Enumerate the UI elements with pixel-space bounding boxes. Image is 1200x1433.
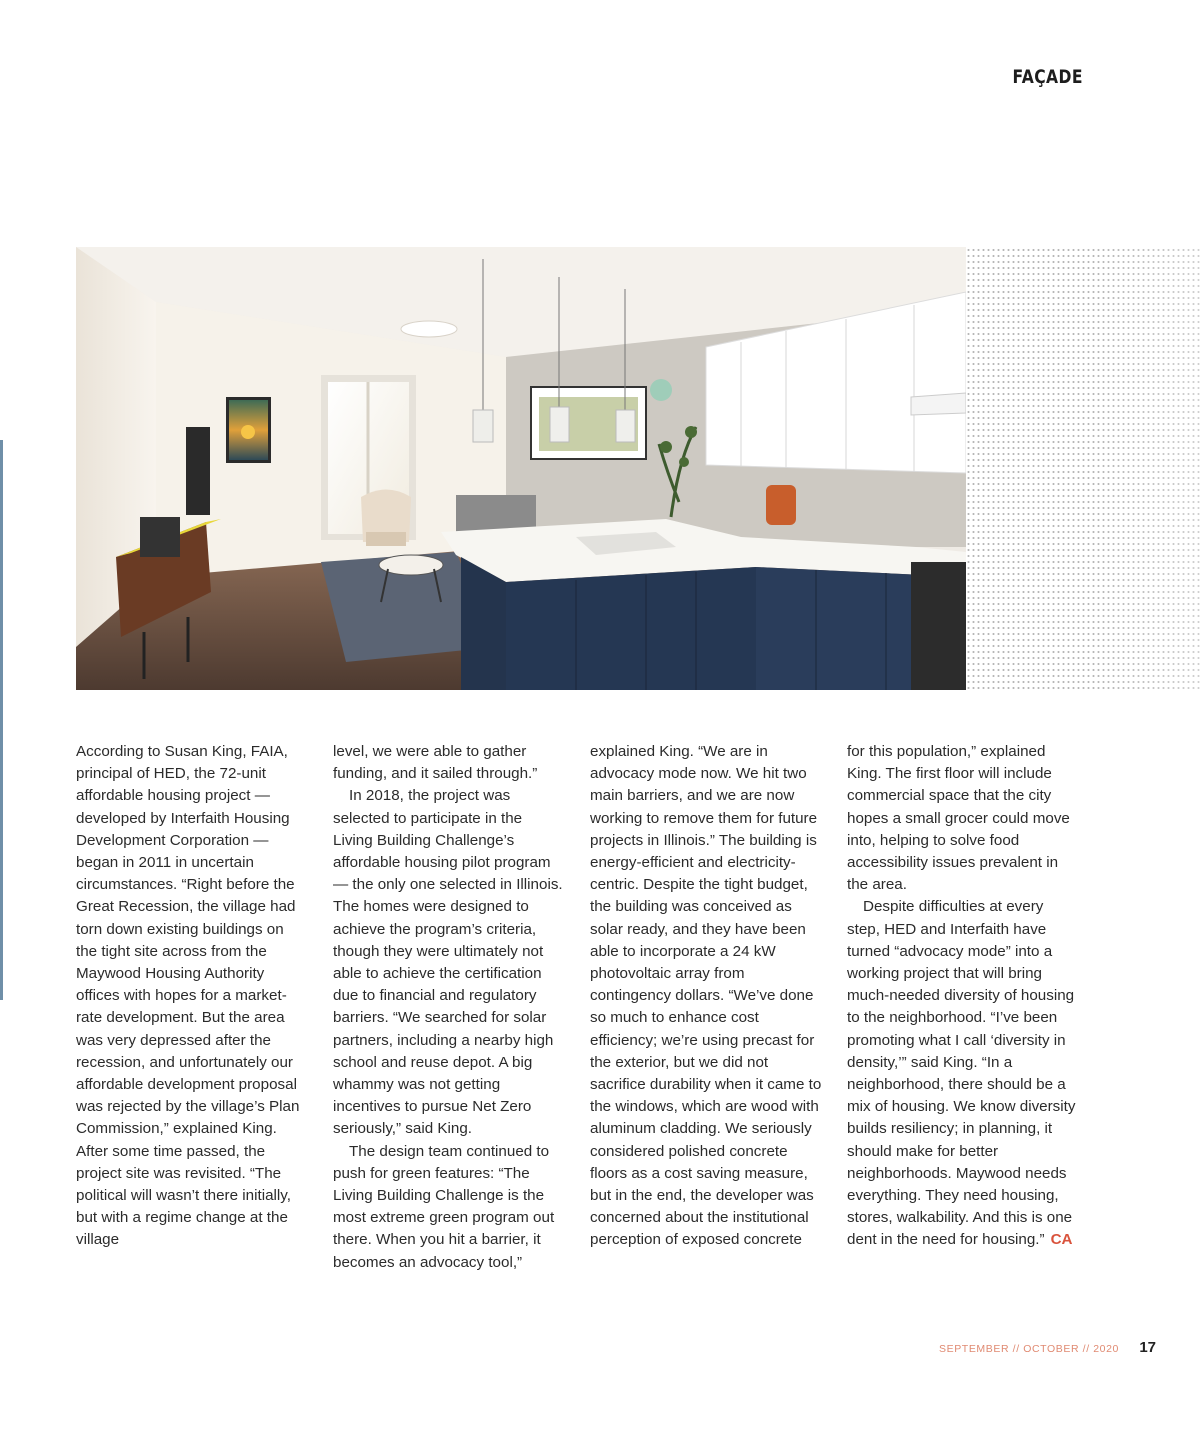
article-body [76, 741, 1086, 1274]
dot-pattern-panel [966, 247, 1200, 690]
paragraph-text: Despite difficulties at every step, HED and Interfaith have turned “advocacy mode” into a working project that will bring much-needed diversity of housing to the neighborhood. “I’ve been promoting what I call ‘diversity in density,’” said King. “In a neighborhood, there should be a mix of housing. We know diversity builds resiliency; in planning, it should make for better neighborhoods. Maywood needs everything. They need housing, stores, walkability. And this is one dent in the need for housing.” [847, 898, 1076, 1249]
article-column-3 [590, 741, 822, 1274]
paragraph: for this population,” explained King. The first floor will include commercial space that the city hopes a small grocer could move into, helping to solve food accessibility issues prevalent in the area. [847, 743, 1070, 894]
paragraph: level, we were able to gather funding, and it sailed through.” [333, 743, 538, 783]
paragraph: The design team continued to push for green features: “The Living Building Challenge is the most extreme green program out there. When you hit a barrier, it becomes an advocacy tool,” [333, 1142, 555, 1271]
end-mark: CA [1050, 1231, 1073, 1249]
paragraph: explained King. “We are in advocacy mode now. We hit two main barriers, and we are now working to remove them for future projects in Illinois.” The building is energy-efficient and electricity-centric. Despite the tight budget, the building was conceived as solar ready, and they have been able to incorporate a 24 kW photovoltaic array from contingency dollars. “We’ve done so much to enhance cost efficiency; we’re using precast for the exterior, but we did not sacrifice durability when it came to the windows, which are wood with aluminum cladding. We seriously considered polished concrete floors as a cost saving measure, but in the end, the developer was concerned about the institutional perception of exposed concrete [590, 743, 822, 1249]
paragraph-final [847, 896, 1079, 1251]
paragraph: According to Susan King, FAIA, principal of HED, the 72-unit affordable housing project — developed by Interfaith Housing Development Corporation — began in 2011 in uncertain circumstances. “Right before the Great Recession, the village had torn down existing buildings on the tight site across from the Maywood Housing Authority offices with hopes for a market-rate development. But the area was very depressed after the recession, and unfortunately our affordable development proposal was rejected by the village’s Plan Commission,” explained King. After some time passed, the project site was revisited. “The political will wasn’t there initially, but with a regime change at the village [76, 743, 300, 1249]
article-column-4 [847, 741, 1079, 1274]
issue-date: SEPTEMBER // OCTOBER // 2020 [939, 1343, 1119, 1355]
page-edge-bar [0, 440, 3, 1000]
article-column-1 [76, 741, 308, 1274]
page-number: 17 [1139, 1339, 1156, 1356]
section-label: FAÇADE [1012, 66, 1083, 88]
article-column-2 [333, 741, 565, 1274]
kitchen-living-room-image [76, 247, 966, 690]
paragraph: In 2018, the project was selected to participate in the Living Building Challenge’s affordable housing pilot program — the only one selected in Illinois. The homes were designed to achieve the program’s criteria, though they were ultimately not able to achieve the certification due to financial and regulatory barriers. “We searched for solar partners, including a nearby high school and reuse depot. A big whammy was not getting incentives to pursue Net Zero seriously,” said King. [333, 787, 563, 1138]
